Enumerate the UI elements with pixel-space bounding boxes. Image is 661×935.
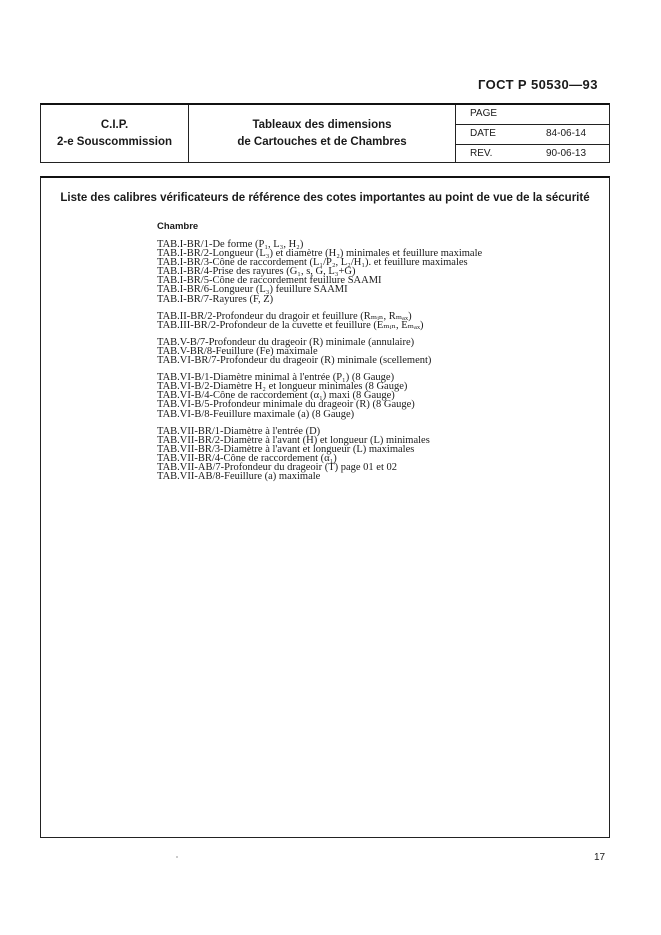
gauge-item: TAB.VII-BR/4-Cône de raccordement (α₁) (157, 452, 337, 464)
gauge-group (157, 427, 587, 482)
gauge-item: TAB.V-B/7-Profondeur du drageoir (R) minimale (annulaire) (157, 336, 415, 348)
list-title: Liste des calibres vérificateurs de référence des cotes importantes au point de vue de la sécurité (60, 192, 590, 204)
standard-number: ГОСТ Р 50530—93 (478, 77, 598, 92)
revision-row (456, 144, 609, 164)
date-label: DATE (470, 128, 496, 139)
organization-cell (41, 105, 189, 162)
gauge-item: TAB.VI-BR/7-Profondeur du drageoir (R) minimale (scellement) (157, 355, 432, 367)
gauge-item: TAB.V-BR/8-Feuillure (Fe) maximale (157, 345, 318, 357)
gauge-item: TAB.VI-B/8-Feuillure maximale (a) (8 Gauge) (157, 408, 355, 420)
gauge-group (157, 240, 587, 304)
date-row (456, 124, 609, 144)
gauge-list (157, 240, 587, 489)
revision-value: 90-06-13 (546, 148, 587, 159)
gauge-group (157, 338, 587, 365)
gauge-item: TAB.VI-B/4-Cône de raccordement (α₁) maxi (8 Gauge) (157, 390, 395, 402)
header-title-cell (189, 105, 456, 162)
gauge-item: TAB.VII-BR/2-Diamètre à l'avant (H) et longueur (L) minimales (157, 434, 430, 446)
gauge-item: TAB.I-BR/4-Prise des rayures (G₁, s, G, L₃+G) (157, 266, 356, 278)
page-row (456, 105, 609, 124)
date-value: 84-06-14 (546, 128, 587, 139)
header-title-line2: de Cartouches et de Chambres (237, 136, 407, 148)
gauge-group (157, 312, 587, 330)
gauge-item: TAB.I-BR/7-Rayures (F, Z) (157, 293, 274, 305)
gauge-group (157, 373, 587, 418)
gauge-item: TAB.VI-B/5-Profondeur minimale du drageoir (R) (8 Gauge) (157, 399, 415, 411)
gauge-item: TAB.VII-BR/1-Diamètre à l'entrée (D) (157, 425, 321, 437)
gauge-item: TAB.VII-BR/3-Diamètre à l'avant et longueur (L) maximales (157, 443, 415, 455)
gauge-item: TAB.I-BR/1-De forme (P₁, L₃, H₂) (157, 239, 304, 250)
revision-label: REV. (470, 148, 493, 159)
gauge-item: TAB.I-BR/6-Longueur (L₃) feuillure SAAMI (157, 284, 348, 296)
gauge-item: TAB.II-BR/2-Profondeur du dragoir et feuillure (Rₘᵢₙ, Rₘₐₓ) (157, 310, 412, 322)
gauge-item: TAB.VII-AB/7-Profondeur du drageoir (T) page 01 et 02 (157, 461, 398, 473)
document-header-table (40, 103, 610, 163)
gauge-item: TAB.I-BR/2-Longueur (L₃) et diamètre (H₂) minimales et feuillure maximale (157, 248, 483, 260)
page-label: PAGE (470, 108, 498, 119)
gauge-item: TAB.III-BR/2-Profondeur de la cuvette et feuillure (Eₘᵢₙ, Eₘₐₓ) (157, 319, 424, 331)
organization-subcommission: 2-e Souscommission (56, 136, 173, 148)
page-number: 17 (594, 852, 606, 863)
meta-cell (456, 105, 609, 162)
header-title-line1: Tableaux des dimensions (252, 119, 392, 131)
section-label: Chambre (157, 221, 199, 232)
scan-speck (176, 856, 178, 858)
gauge-item: TAB.VI-B/1-Diamètre minimal à l'entrée (P₁) (8 Gauge) (157, 372, 395, 384)
gauge-item: TAB.VII-AB/8-Feuillure (a) maximale (157, 471, 321, 483)
organization-name: C.I.P. (100, 119, 129, 131)
gauge-item: TAB.I-BR/3-Cône de raccordement (L₁/P₂, L₂/H₁). et feuillure maximales (157, 257, 468, 269)
gauge-item: TAB.VI-B/2-Diamètre H₂ et longueur minimales (8 Gauge) (157, 381, 408, 393)
gauge-item: TAB.I-BR/5-Cône de raccordement feuillure SAAMI (157, 275, 382, 287)
